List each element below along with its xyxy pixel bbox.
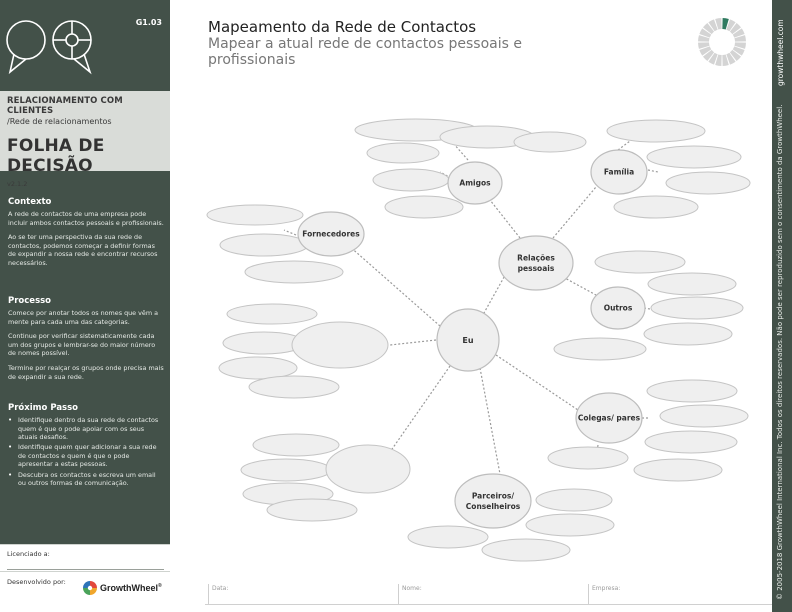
empty-bubble[interactable] (385, 196, 463, 218)
empty-bubble[interactable] (614, 196, 698, 218)
node-fornecedores[interactable] (298, 212, 364, 256)
doc-type-title: FOLHA DE DECISÃO (7, 136, 105, 176)
wheel-logo-icon (83, 581, 97, 595)
empty-bubble[interactable] (648, 273, 736, 295)
name-field[interactable] (398, 584, 588, 604)
connector-familia-right (648, 170, 658, 172)
process-heading: Processo (8, 296, 52, 306)
date-field[interactable] (208, 584, 398, 604)
connector-relacoes-amigos (490, 200, 520, 238)
brand-mark: ® (158, 583, 162, 589)
empty-bubble[interactable] (595, 251, 685, 273)
node-label: Relações (517, 253, 555, 263)
empty-bubble[interactable] (526, 514, 614, 536)
empty-bubble[interactable] (367, 143, 439, 163)
next-step-item: • Identifique dentro da sua rede de contactos quem é que o pode apoiar com os seus atuais desafios. (8, 416, 164, 442)
node-colegas[interactable] (576, 393, 642, 443)
empty-bubble[interactable] (647, 380, 737, 402)
node-label: Colegas/ pares (577, 413, 641, 423)
empty-bubble[interactable] (645, 431, 737, 453)
licensed-to-field[interactable] (0, 544, 170, 571)
licensed-to-line (7, 569, 164, 570)
right-strip (772, 0, 792, 612)
node-label: Eu (462, 335, 474, 345)
empty-bubble[interactable] (267, 499, 357, 521)
context-paragraph: Ao se ter uma perspectiva da sua rede de contactos, podemos começar a definir formas de expandir a nossa rede e encontrar recursos necessários. (8, 233, 158, 267)
empty-bubble[interactable] (207, 205, 303, 225)
copyright-notice: © 2005-2018 GrowthWheel International Inc. Todos os direitos reservados. Não pode ser reproduzido sem o consentimento da GrowthWheel. (776, 104, 784, 600)
sheet-code: G1.03 (135, 18, 162, 27)
context-paragraph: A rede de contactos de uma empresa pode incluir ambos contactos pessoais e profissionais. (8, 210, 164, 227)
next-step-list (8, 416, 164, 488)
empty-bubble[interactable] (514, 132, 586, 152)
connector-relacoes-outros (563, 277, 596, 295)
empty-bubble[interactable] (241, 459, 331, 481)
empty-bubble[interactable] (666, 172, 750, 194)
developed-by-label: Desenvolvido por: (7, 578, 66, 586)
licensed-to-label: Licenciado a: (7, 550, 50, 558)
brand-name (100, 583, 162, 593)
name-label: Nome: (402, 585, 422, 592)
process-paragraph: Termine por realçar os grupos onde precisa mais de expandir a sua rede. (8, 363, 164, 381)
next-step-section (8, 403, 164, 489)
empty-bubble[interactable] (536, 489, 612, 511)
node-parceiros[interactable] (455, 474, 531, 528)
brand (83, 581, 162, 595)
company-label: Empresa: (592, 585, 621, 592)
empty-bubble[interactable] (651, 297, 743, 319)
empty-bubble[interactable] (249, 376, 339, 398)
next-step-item: • Descubra os contactos e escreva um email ou outros formas de comunicação. (8, 471, 164, 488)
empty-bubble[interactable] (227, 304, 317, 324)
empty-bubble[interactable] (292, 322, 388, 368)
node-label: Parceiros/ (471, 491, 515, 501)
context-heading: Contexto (8, 197, 52, 207)
empty-bubble[interactable] (634, 459, 722, 481)
node-label: pessoais (517, 263, 555, 273)
brand-name-text: GrowthWheel (100, 583, 158, 593)
process-section (8, 296, 164, 381)
empty-bubble[interactable] (644, 323, 732, 345)
connector-fornecedores-left (284, 230, 296, 235)
node-label: Conselheiros (465, 501, 521, 511)
connector-eu-bottomleft (390, 366, 450, 452)
developed-by-panel (0, 571, 170, 612)
empty-bubble[interactable] (548, 447, 628, 469)
connector-eu-colegas (496, 355, 578, 410)
sidebar (0, 0, 170, 612)
page-title: Mapeamento da Rede de Contactos (208, 18, 477, 36)
empty-bubble[interactable] (554, 338, 646, 360)
empty-bubble[interactable] (373, 169, 449, 191)
empty-bubble[interactable] (482, 539, 570, 561)
empty-bubble[interactable] (220, 234, 308, 256)
node-familia[interactable] (591, 150, 647, 194)
empty-bubble[interactable] (253, 434, 339, 456)
node-label: Amigos (459, 178, 491, 188)
context-section (8, 197, 164, 268)
node-label: Outros (603, 303, 633, 313)
subcategory-label: /Rede de relacionamentos (7, 117, 112, 126)
empty-bubble[interactable] (326, 445, 410, 493)
title-panel (0, 91, 170, 188)
date-label: Data: (212, 585, 229, 592)
connector-eu-left (390, 340, 436, 345)
empty-bubble[interactable] (245, 261, 343, 283)
connector-relacoes-familia (553, 187, 596, 238)
node-label: Família (603, 167, 635, 177)
growthwheel-logo-icon (4, 14, 96, 76)
category-label: RELACIONAMENTO COM CLIENTES (7, 96, 123, 116)
network-map (178, 100, 772, 570)
empty-bubble[interactable] (647, 146, 741, 168)
progress-wheel-icon (697, 17, 747, 67)
next-step-item: • Identifique quem quer adicionar a sua rede de contactos e quem é que o pode apresentar a estas pessoas. (8, 443, 164, 469)
version-label: v2.1.2 (7, 180, 28, 188)
empty-bubble[interactable] (607, 120, 705, 142)
process-paragraph: Continue por verificar sistematicamente cada um dos grupos e lembrar-se do maior número de nomes possível. (8, 332, 156, 358)
node-center[interactable] (437, 309, 499, 371)
page-subtitle: Mapear a atual rede de contactos pessoais e profissionais (208, 36, 522, 68)
footer-line (205, 604, 772, 605)
connector-eu-parceiros (480, 368, 500, 474)
node-relacoes[interactable] (499, 236, 573, 290)
company-field[interactable] (588, 584, 772, 604)
node-label: Fornecedores (302, 229, 360, 239)
node-outros[interactable] (591, 287, 645, 329)
empty-bubble[interactable] (660, 405, 748, 427)
connector-eu-fornecedores (348, 245, 440, 326)
process-paragraph: Comece por anotar todos os nomes que vêm a mente para cada uma das categorias. (8, 309, 159, 326)
node-amigos[interactable] (448, 162, 502, 204)
website-label: growthwheel.com (776, 19, 785, 86)
empty-bubble[interactable] (408, 526, 488, 548)
next-step-heading: Próximo Passo (8, 403, 79, 413)
